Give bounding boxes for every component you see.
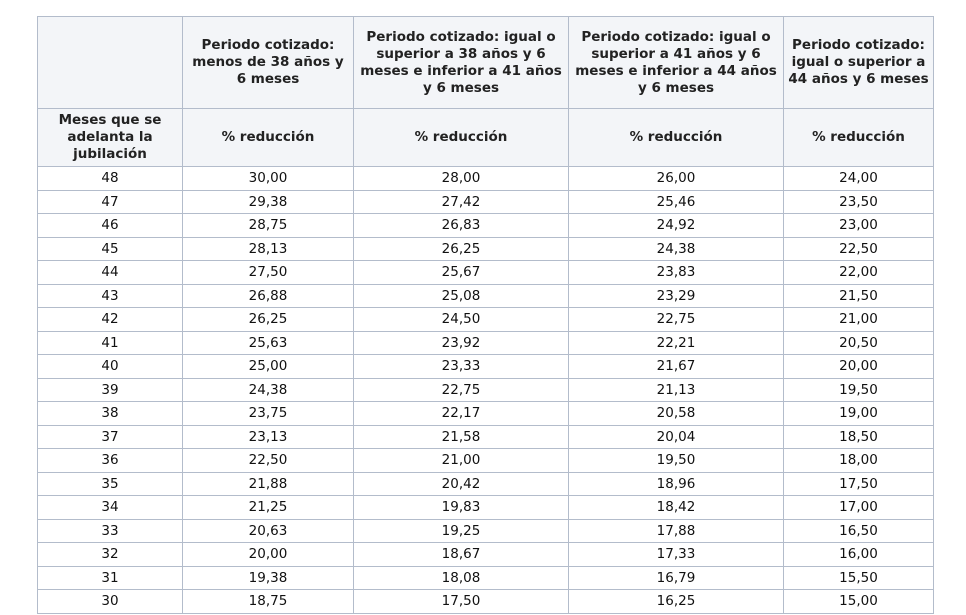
months-cell: 30 — [38, 590, 183, 614]
table-row — [38, 378, 934, 402]
months-cell: 42 — [38, 308, 183, 332]
reduction-header: % reducción — [784, 109, 934, 167]
table-row — [38, 167, 934, 191]
reduction-cell: 26,25 — [183, 308, 354, 332]
reduction-cell: 17,50 — [784, 472, 934, 496]
reduction-cell: 23,75 — [183, 402, 354, 426]
table-row — [38, 261, 934, 285]
reduction-cell: 21,88 — [183, 472, 354, 496]
months-cell: 45 — [38, 237, 183, 261]
table-row — [38, 402, 934, 426]
months-cell: 37 — [38, 425, 183, 449]
table-row — [38, 284, 934, 308]
table-row — [38, 214, 934, 238]
reduction-header: % reducción — [569, 109, 784, 167]
months-header: Meses que se adelanta la jubilación — [38, 109, 183, 167]
reduction-cell: 19,83 — [354, 496, 569, 520]
reduction-cell: 21,50 — [784, 284, 934, 308]
reduction-cell: 17,88 — [569, 519, 784, 543]
reduction-cell: 22,00 — [784, 261, 934, 285]
reduction-cell: 17,33 — [569, 543, 784, 567]
table-row — [38, 590, 934, 614]
reduction-cell: 17,50 — [354, 590, 569, 614]
reduction-cell: 22,50 — [183, 449, 354, 473]
reduction-header: % reducción — [183, 109, 354, 167]
reduction-cell: 18,50 — [784, 425, 934, 449]
reduction-cell: 25,67 — [354, 261, 569, 285]
reduction-cell: 30,00 — [183, 167, 354, 191]
reduction-cell: 18,75 — [183, 590, 354, 614]
reduction-cell: 22,50 — [784, 237, 934, 261]
reduction-cell: 20,63 — [183, 519, 354, 543]
period-header: Periodo cotizado: igual o superior a 41 años y 6 meses e inferior a 44 años y 6 meses — [569, 17, 784, 109]
reduction-cell: 21,58 — [354, 425, 569, 449]
months-cell: 39 — [38, 378, 183, 402]
reduction-cell: 23,92 — [354, 331, 569, 355]
table-row — [38, 308, 934, 332]
reduction-cell: 22,75 — [354, 378, 569, 402]
reduction-cell: 18,96 — [569, 472, 784, 496]
reduction-cell: 24,00 — [784, 167, 934, 191]
reduction-cell: 16,25 — [569, 590, 784, 614]
reduction-cell: 18,00 — [784, 449, 934, 473]
months-cell: 43 — [38, 284, 183, 308]
months-cell: 40 — [38, 355, 183, 379]
months-cell: 38 — [38, 402, 183, 426]
reduction-cell: 29,38 — [183, 190, 354, 214]
reduction-cell: 21,13 — [569, 378, 784, 402]
table-row — [38, 449, 934, 473]
reduction-cell: 27,42 — [354, 190, 569, 214]
reduction-cell: 21,67 — [569, 355, 784, 379]
reduction-cell: 19,00 — [784, 402, 934, 426]
period-header: Periodo cotizado: menos de 38 años y 6 meses — [183, 17, 354, 109]
reduction-cell: 22,17 — [354, 402, 569, 426]
months-cell: 33 — [38, 519, 183, 543]
reduction-cell: 25,08 — [354, 284, 569, 308]
table-row — [38, 331, 934, 355]
reduction-table — [37, 16, 934, 614]
reduction-cell: 26,83 — [354, 214, 569, 238]
reduction-cell: 23,13 — [183, 425, 354, 449]
reduction-cell: 24,50 — [354, 308, 569, 332]
reduction-cell: 21,25 — [183, 496, 354, 520]
reduction-cell: 20,42 — [354, 472, 569, 496]
reduction-cell: 19,50 — [784, 378, 934, 402]
table-row — [38, 425, 934, 449]
reduction-cell: 18,08 — [354, 566, 569, 590]
months-cell: 31 — [38, 566, 183, 590]
reduction-cell: 25,00 — [183, 355, 354, 379]
reduction-cell: 20,00 — [183, 543, 354, 567]
months-cell: 35 — [38, 472, 183, 496]
months-cell: 32 — [38, 543, 183, 567]
reduction-cell: 19,25 — [354, 519, 569, 543]
reduction-cell: 23,33 — [354, 355, 569, 379]
table-row — [38, 472, 934, 496]
reduction-cell: 21,00 — [784, 308, 934, 332]
reduction-cell: 24,38 — [569, 237, 784, 261]
reduction-cell: 18,42 — [569, 496, 784, 520]
reduction-cell: 26,88 — [183, 284, 354, 308]
reduction-cell: 25,63 — [183, 331, 354, 355]
table-row — [38, 190, 934, 214]
reduction-cell: 22,21 — [569, 331, 784, 355]
reduction-cell: 26,25 — [354, 237, 569, 261]
table-row — [38, 496, 934, 520]
reduction-cell: 16,00 — [784, 543, 934, 567]
subheader-row — [38, 109, 934, 167]
reduction-cell: 28,75 — [183, 214, 354, 238]
reduction-cell: 27,50 — [183, 261, 354, 285]
months-cell: 47 — [38, 190, 183, 214]
reduction-cell: 18,67 — [354, 543, 569, 567]
months-cell: 48 — [38, 167, 183, 191]
table-row — [38, 566, 934, 590]
reduction-cell: 28,13 — [183, 237, 354, 261]
reduction-cell: 20,00 — [784, 355, 934, 379]
table-row — [38, 355, 934, 379]
reduction-cell: 23,83 — [569, 261, 784, 285]
reduction-header: % reducción — [354, 109, 569, 167]
reduction-cell: 26,00 — [569, 167, 784, 191]
reduction-cell: 20,04 — [569, 425, 784, 449]
reduction-cell: 24,92 — [569, 214, 784, 238]
reduction-cell: 15,50 — [784, 566, 934, 590]
period-header: Periodo cotizado: igual o superior a 38 años y 6 meses e inferior a 41 años y 6 meses — [354, 17, 569, 109]
table-row — [38, 237, 934, 261]
months-cell: 44 — [38, 261, 183, 285]
reduction-cell: 17,00 — [784, 496, 934, 520]
reduction-cell: 16,79 — [569, 566, 784, 590]
reduction-cell: 20,58 — [569, 402, 784, 426]
reduction-cell: 19,38 — [183, 566, 354, 590]
reduction-cell: 23,50 — [784, 190, 934, 214]
period-header: Periodo cotizado: igual o superior a 44 años y 6 meses — [784, 17, 934, 109]
months-cell: 41 — [38, 331, 183, 355]
reduction-cell: 25,46 — [569, 190, 784, 214]
reduction-cell: 20,50 — [784, 331, 934, 355]
corner-cell — [38, 17, 183, 109]
period-header-row — [38, 17, 934, 109]
months-cell: 46 — [38, 214, 183, 238]
reduction-cell: 21,00 — [354, 449, 569, 473]
reduction-cell: 15,00 — [784, 590, 934, 614]
reduction-cell: 16,50 — [784, 519, 934, 543]
reduction-cell: 23,00 — [784, 214, 934, 238]
months-cell: 36 — [38, 449, 183, 473]
reduction-cell: 23,29 — [569, 284, 784, 308]
table-row — [38, 519, 934, 543]
months-cell: 34 — [38, 496, 183, 520]
reduction-cell: 28,00 — [354, 167, 569, 191]
reduction-cell: 22,75 — [569, 308, 784, 332]
reduction-cell: 24,38 — [183, 378, 354, 402]
table-row — [38, 543, 934, 567]
reduction-cell: 19,50 — [569, 449, 784, 473]
